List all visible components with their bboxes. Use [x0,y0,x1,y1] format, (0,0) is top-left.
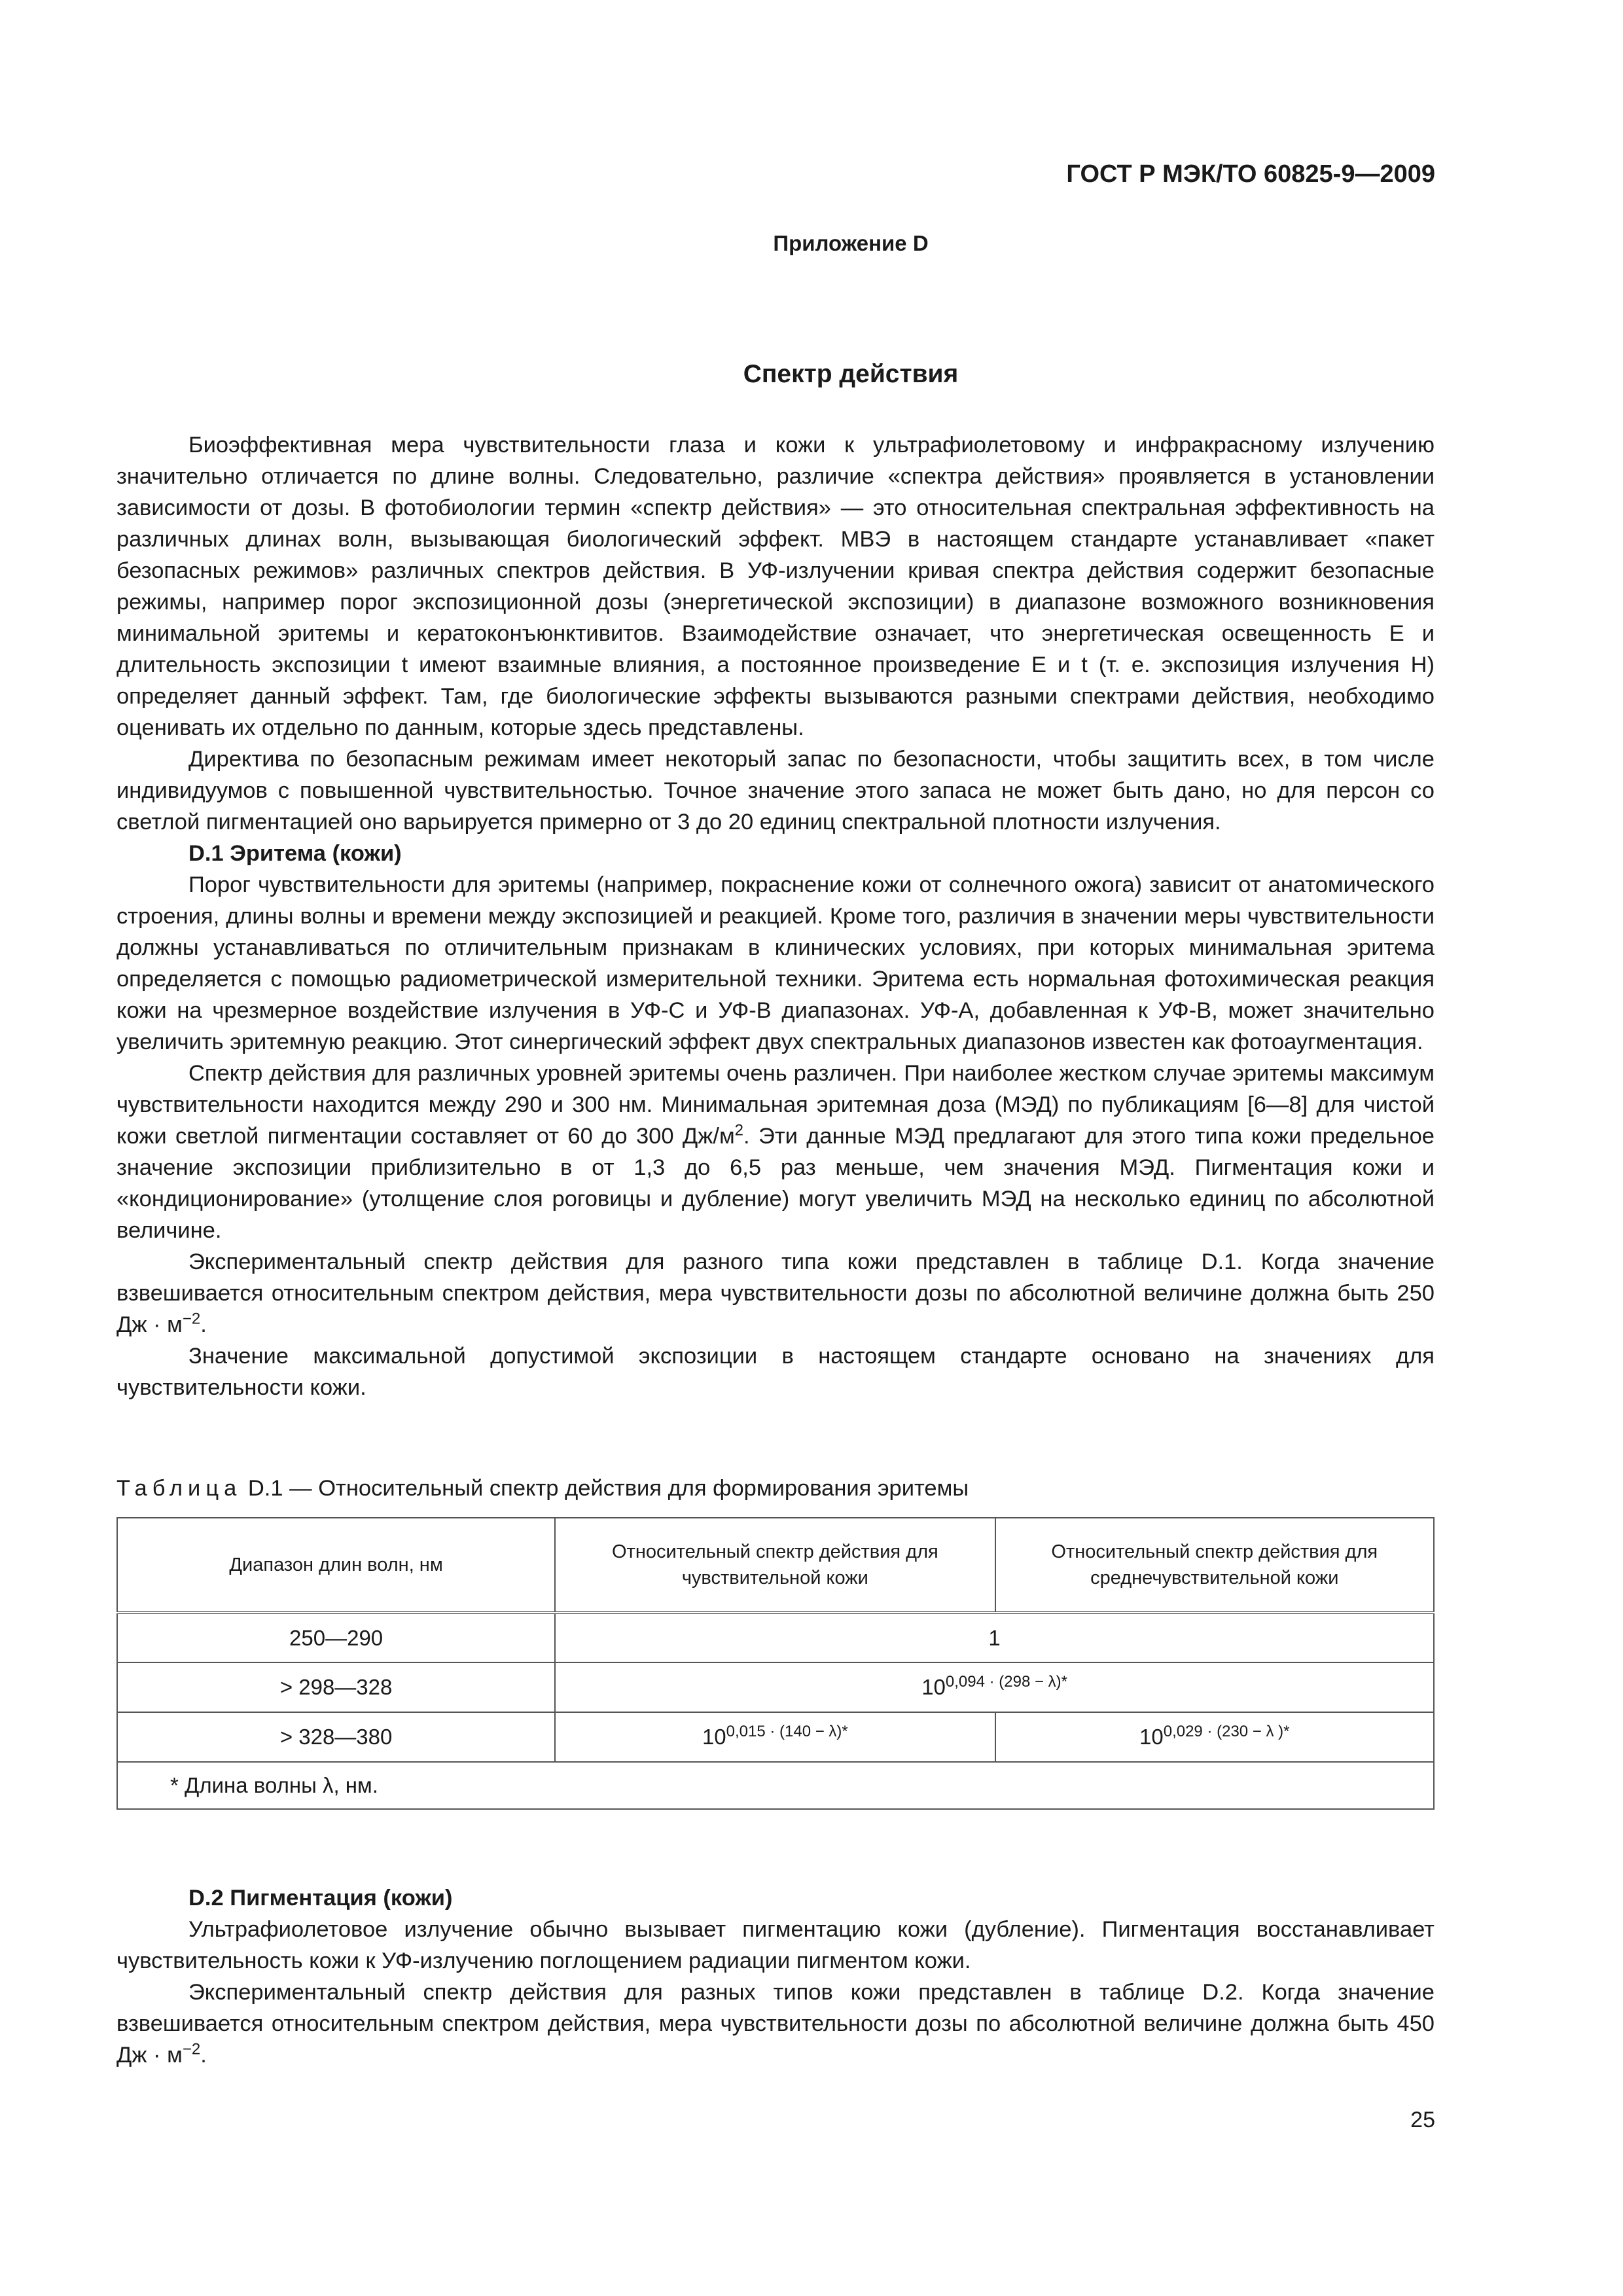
document-header: ГОСТ Р МЭК/ТО 60825-9—2009 [1066,160,1435,188]
cell-formula-sensitive: $10^{0,015 \cdot (140 - \lambda)*}$ [555,1712,995,1762]
cell-range: 250—290 [117,1613,555,1662]
table-note-row [117,1762,1434,1809]
cell-formula-medium: $10^{0,029 \cdot (230 - \lambda )*}$ [995,1712,1434,1762]
header-sensitive-skin: Относительный спектр действия для чувствительной кожи [555,1518,995,1613]
cell-range: > 298—328 [117,1662,555,1712]
paragraph-med: Спектр действия для различных уровней эритемы очень различен. При наиболее жестком случае эритемы максимум чувствительности находится между 290 и 300 нм. Минимальная эритемная доза (МЭД) по публикациям [6—8] для чистой кожи светлой пигментации составляет от 60 до 300 $Дж/м^2$. Эти данные МЭД предлагают для этого типа кожи предельное значение экспозиции приблизительно в от 1,3 до 6,5 раз меньше, чем значения МЭД. Пигментация кожи и «кондиционирование» (утолщение слоя роговицы и дубление) могут увеличить МЭД на несколько единиц по абсолютной величине. [116,1061,1435,1243]
table-row [117,1613,1434,1662]
paragraph-max-exposure: Значение максимальной допустимой экспозиции в настоящем стандарте основано на значениях для чувствительности кожи. [116,1344,1435,1400]
cell-value: 1 [555,1613,1434,1662]
paragraph-intro: Биоэффективная мера чувствительности глаза и кожи к ультрафиолетовому и инфракрасному излучению значительно отличается по длине волны. Следовательно, различие «спектра действия» проявляется в установлении зависимости от дозы. В фотобиологии термин «спектр действия» — это относительная спектральная эффективность на различных длинах волн, вызывающая биологический эффект. МВЭ в настоящем стандарте устанавливает «пакет безопасных режимов» различных спектров действия. В УФ-излучении кривая спектра действия содержит безопасные режимы, например порог экспозиционной дозы (энергетической экспозиции) в диапазоне возможного возникновения минимальной эритемы и кератоконъюнктивитов. Взаимодействие означает, что энергетическая освещенность E и длительность экспозиции t имеют взаимные влияния, а постоянное произведение E и t (т. е. экспозиция излучения H) определяет данный эффект. Там, где биологические эффекты вызываются разными спектрами действия, необходимо оценивать их отдельно по данным, которые здесь представлены. [116,433,1435,740]
paragraph-experimental-spectrum-d2: Экспериментальный спектр действия для разных типов кожи представлен в таблице D.2. Когда значение взвешивается относительным спектром действия, мера чувствительности дозы по абсолютной величине должна быть 450 Дж · $м^{-2}$. [116,1980,1435,2068]
cell-formula: $10^{0,094 \cdot (298 - \lambda)*}$ [555,1662,1434,1712]
section-heading-d1: D.1 Эритема (кожи) [188,841,402,866]
table-row [117,1712,1434,1762]
paragraph-pigmentation: Ультрафиолетовое излучение обычно вызывает пигментацию кожи (дубление). Пигментация восстанавливает чувствительность кожи к УФ-излучению поглощением радиации пигментом кожи. [116,1917,1435,1973]
table-header-row [117,1518,1434,1613]
paragraph-experimental-spectrum-d1: Экспериментальный спектр действия для разного типа кожи представлен в таблице D.1. Когда значение взвешивается относительным спектром действия, мера чувствительности дозы по абсолютной величине должна быть 250 Дж · $м^{-2}$. [116,1249,1435,1337]
table-footnote: * Длина волны λ, нм. [117,1762,1434,1809]
erythema-action-spectrum-table [116,1517,1435,1810]
header-wavelength-range: Диапазон длин волн, нм [117,1518,555,1613]
cell-range: > 328—380 [117,1712,555,1762]
paragraph-erythema-threshold: Порог чувствительности для эритемы (например, покраснение кожи от солнечного ожога) зависит от анатомического строения, длины волны и времени между экспозицией и реакцией. Кроме того, различия в значении меры чувствительности должны устанавливаться по отличительным признакам в клинических условиях, при которых минимальная эритема определяется с помощью радиометрической измерительной техники. Эритема есть нормальная фотохимическая реакция кожи на чрезмерное воздействие излучения в УФ-С и УФ-В диапазонах. УФ-А, добавленная к УФ-В, может значительно увеличить эритемную реакцию. Этот синергический эффект двух спектральных диапазонов известен как фотоаугментация. [116,872,1435,1054]
page-title: Спектр действия [743,360,959,388]
body-text-bottom [116,1882,1435,2071]
table-caption: Таблица D.1 — Относительный спектр действия для формирования эритемы [116,1476,969,1501]
appendix-label: Приложение D [773,231,929,255]
page-number: 25 [1410,2108,1435,2132]
paragraph-directive: Директива по безопасным режимам имеет некоторый запас по безопасности, чтобы защитить всех, в том числе индивидуумов с повышенной чувствительностью. Точное значение этого запаса не может быть дано, но для персон со светлой пигментацией оно варьируется примерно от 3 до 20 единиц спектральной плотности излучения. [116,747,1435,834]
section-heading-d2: D.2 Пигментация (кожи) [188,1886,453,1910]
table-row [117,1662,1434,1712]
body-text-top [116,429,1435,1403]
header-medium-sensitive-skin: Относительный спектр действия для среднечувствительной кожи [995,1518,1434,1613]
